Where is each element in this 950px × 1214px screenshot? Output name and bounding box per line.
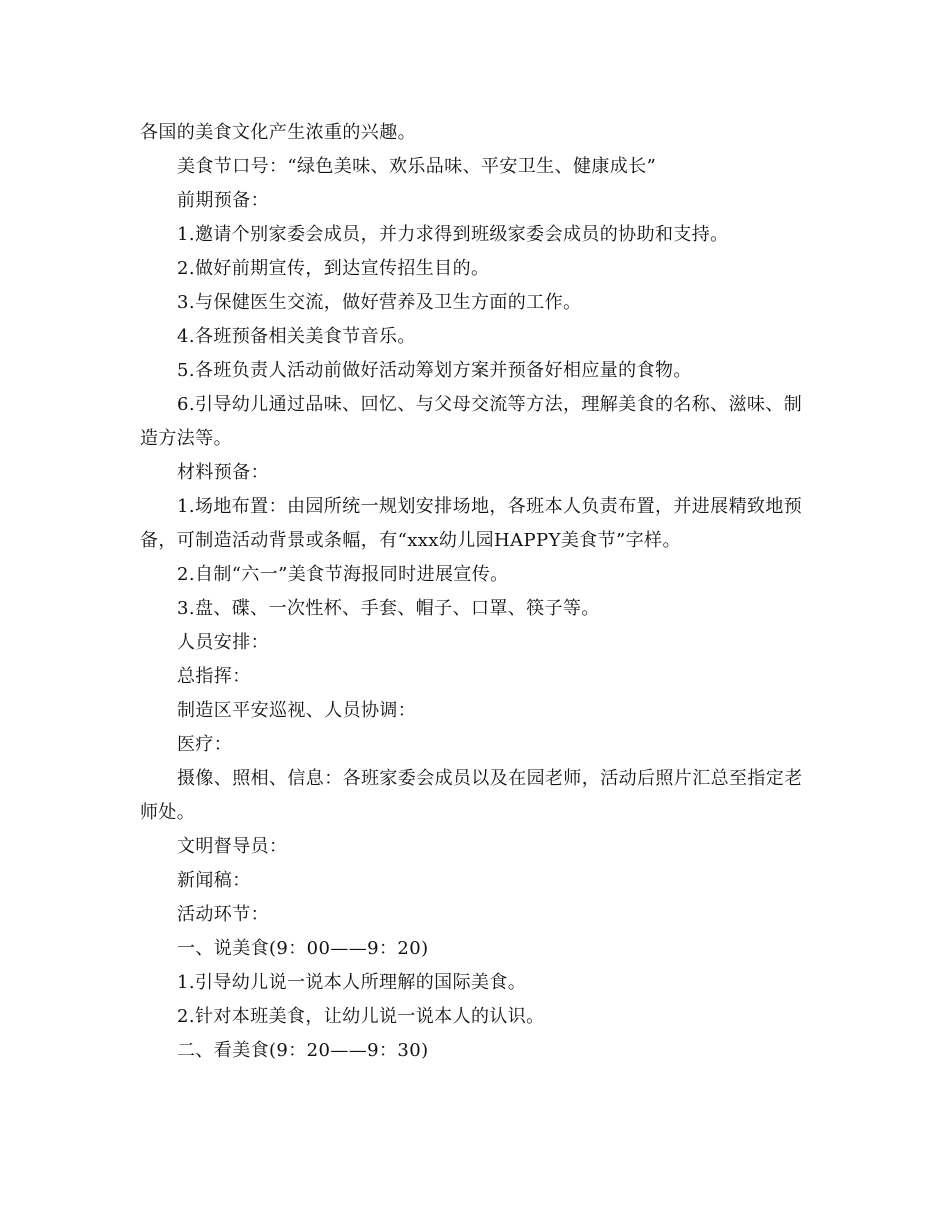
list-item: 2.做好前期宣传，到达宣传招生目的。 (177, 258, 490, 279)
role-line: 总指挥： (177, 666, 251, 687)
list-item: 3.盘、碟、一次性杯、手套、帽子、口罩、筷子等。 (177, 598, 600, 619)
document-body (140, 116, 816, 1068)
subsection-heading: 二、看美食(9：20——9：30) (177, 1040, 429, 1061)
list-item: 2.自制“六一”美食节海报同时进展宣传。 (177, 564, 509, 585)
role-line: 文明督导员： (177, 836, 288, 857)
paragraph: 美食节口号：“绿色美味、欢乐品味、平安卫生、健康成长” (177, 156, 657, 177)
list-item: 1.场地布置：由园所统一规划安排场地，各班本人负责布置，并进展精致地预备，可制造活动背景或条幅，有“xxx幼儿园HAPPY美食节”字样。 (140, 496, 803, 551)
role-line: 摄像、照相、信息：各班家委会成员以及在园老师，活动后照片汇总至指定老师处。 (140, 768, 803, 823)
list-item: 4.各班预备相关美食节音乐。 (177, 326, 416, 347)
list-item: 6.引导幼儿通过品味、回忆、与父母交流等方法，理解美食的名称、滋味、制造方法等。 (140, 394, 803, 449)
section-heading: 前期预备： (177, 190, 269, 211)
paragraph: 各国的美食文化产生浓重的兴趣。 (140, 122, 416, 143)
subsection-heading: 一、说美食(9：00——9：20) (177, 938, 429, 959)
role-line: 新闻稿： (177, 870, 251, 891)
role-line: 制造区平安巡视、人员协调： (177, 700, 417, 721)
section-heading: 人员安排： (177, 632, 269, 653)
role-line: 医疗： (177, 734, 233, 755)
list-item: 1.引导幼儿说一说本人所理解的国际美食。 (177, 972, 527, 993)
list-item: 1.邀请个别家委会成员，并力求得到班级家委会成员的协助和支持。 (177, 224, 729, 245)
list-item: 2.针对本班美食，让幼儿说一说本人的认识。 (177, 1006, 545, 1027)
list-item: 3.与保健医生交流，做好营养及卫生方面的工作。 (177, 292, 582, 313)
list-item: 5.各班负责人活动前做好活动筹划方案并预备好相应量的食物。 (177, 360, 692, 381)
section-heading: 活动环节： (177, 904, 269, 925)
section-heading: 材料预备： (177, 462, 269, 483)
